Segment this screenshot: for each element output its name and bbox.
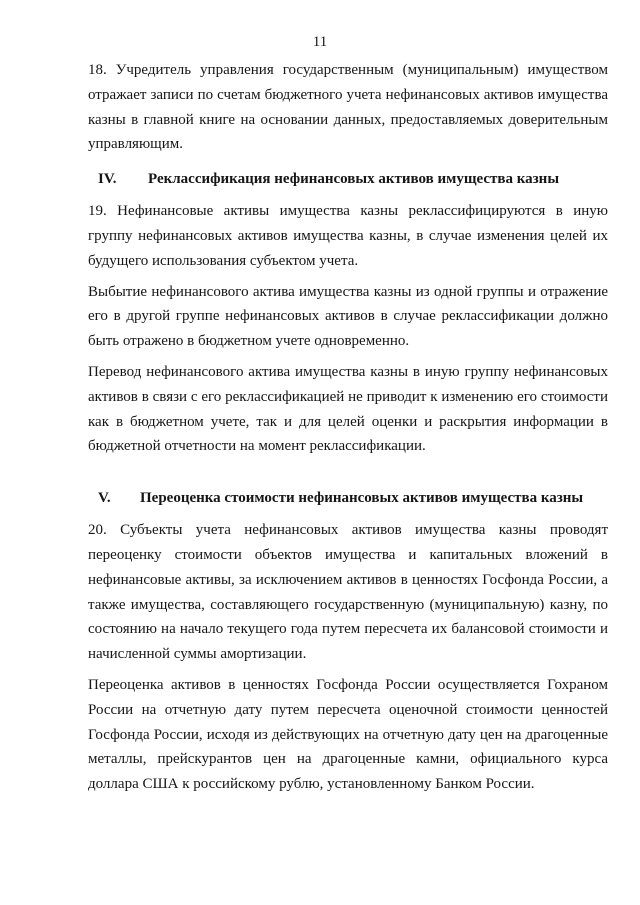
paragraph-19-transfer: Перевод нефинансового актива имущества казны в иную группу нефинансовых активов в связи с его реклассификацией не приводит к изменению его стоимости как в бюджетном учете, так и для целей оценки и раскрытия информации в бюджетной отчетности на момент реклассификации. xyxy=(88,363,608,455)
section-number: V. xyxy=(98,490,111,507)
paragraph-19: 19. Нефинансовые активы имущества казны реклассифицируются в иную группу нефинансовых активов имущества казны, в случае изменения целей их будущего использования субъектом учета. xyxy=(88,203,608,269)
paragraph-19-disposal: Выбытие нефинансового актива имущества казны из одной группы и отражение его в другой группе нефинансовых активов в случае реклассификации должно быть отражено в бюджетном учете одновременно. xyxy=(88,283,608,350)
section-heading-v xyxy=(98,488,608,508)
section-heading-iv xyxy=(98,169,608,189)
paragraph-20: 20. Субъекты учета нефинансовых активов имущества казны проводят переоценку стоимости объектов имущества и капитальных вложений в нефинансовые активы, за исключением активов в ценностях Госфонда России, а также имущества, составляющего государственную (муниципальную) казну, по состоянию на начало текущего года путем пересчета их балансовой стоимости и начисленной суммы амортизации. xyxy=(88,522,608,663)
paragraph-18: 18. Учредитель управления государственным (муниципальным) имуществом отражает записи по счетам бюджетного учета нефинансовых активов имущества казны в главной книге на основании данных, предоставляемых доверительным управляющим. xyxy=(88,62,608,153)
paragraph-20-revaluation: Переоценка активов в ценностях Госфонда России осуществляется Гохраном России на отчетную дату путем пересчета оценочной стоимости ценностей Госфонда России, исходя из действующих на отчетную дату цен на драгоценные металлы, прейскурантов цен на драгоценные камни, официального курса доллара США к российскому рублю, установленному Банком России. xyxy=(88,676,608,793)
document-body xyxy=(88,58,608,797)
section-title: Переоценка стоимости нефинансовых активов имущества казны xyxy=(140,490,584,507)
section-title: Реклассификация нефинансовых активов имущества казны xyxy=(148,171,560,188)
section-number: IV. xyxy=(98,171,117,188)
page-number: 11 xyxy=(312,34,328,50)
